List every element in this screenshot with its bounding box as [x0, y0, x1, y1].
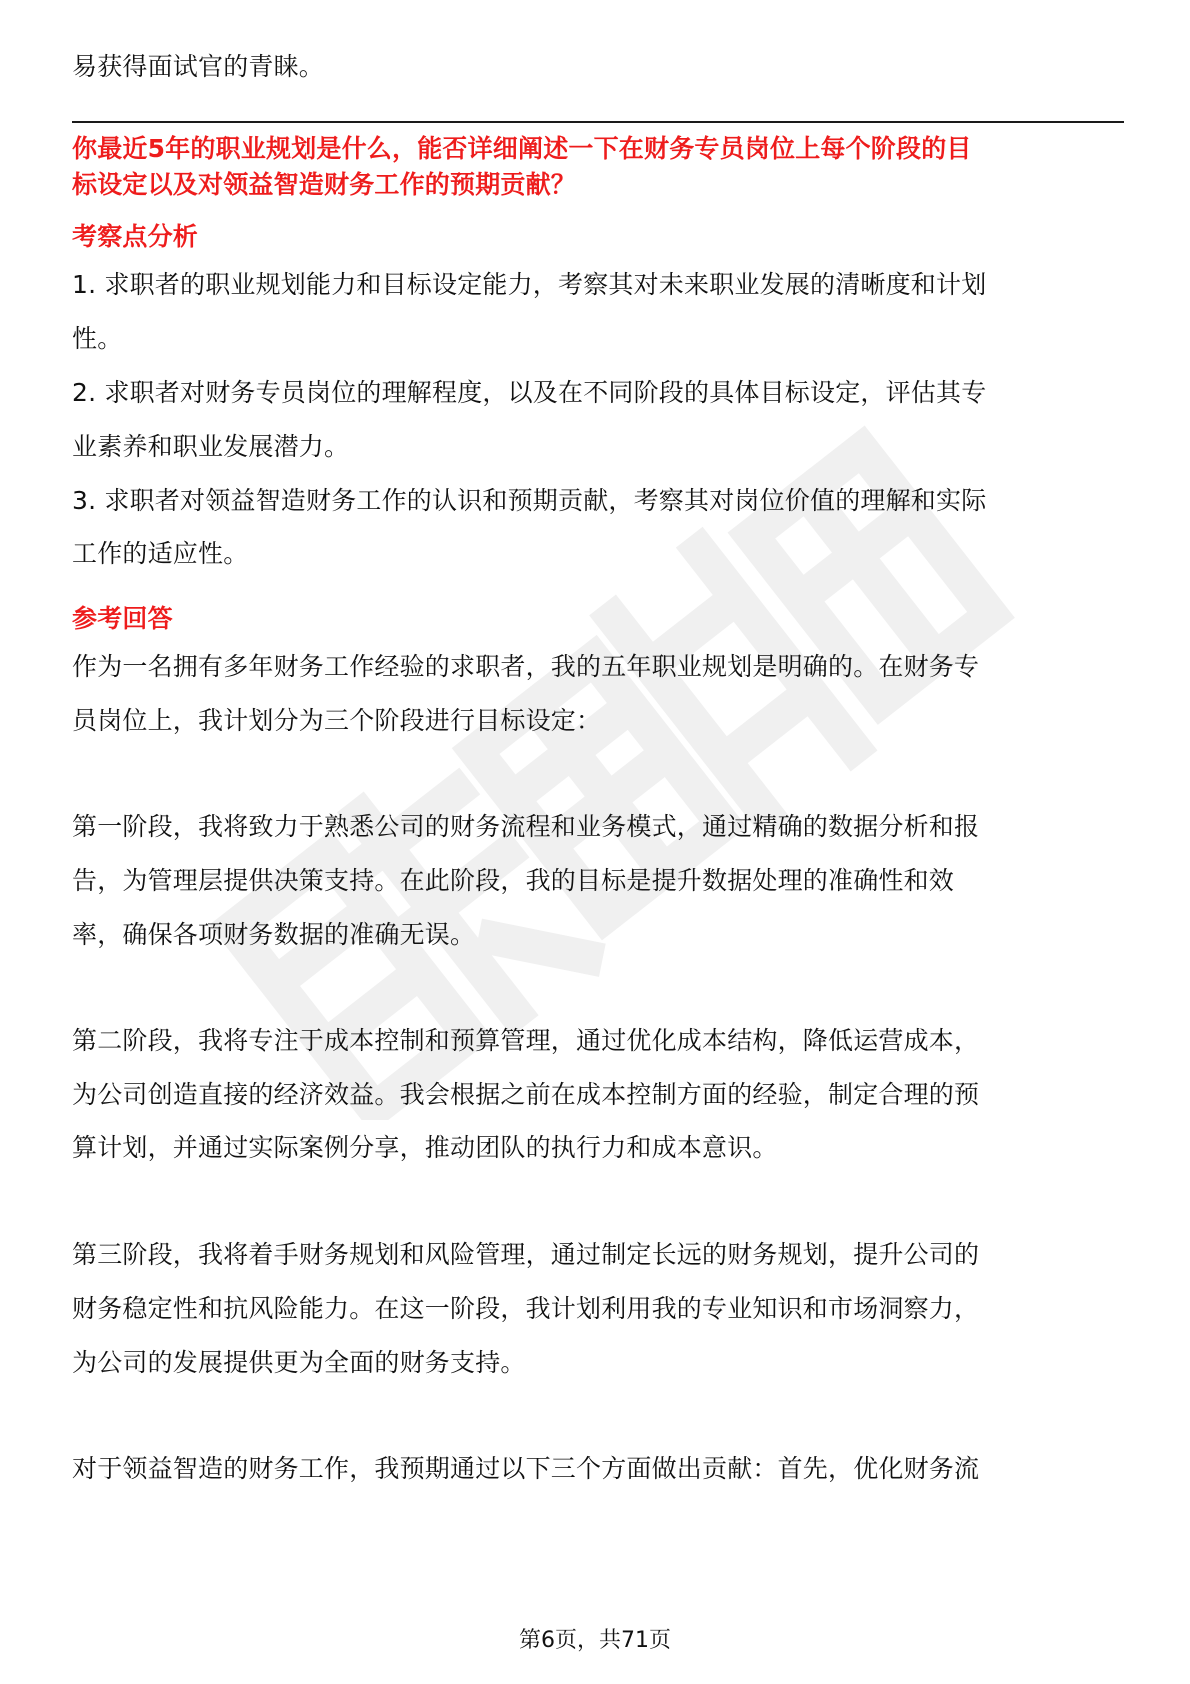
- question-line-1: 你最近5年的职业规划是什么，能否详细阐述一下在财务专员岗位上每个阶段的目: [72, 134, 972, 163]
- stage1-line: 告，为管理层提供决策支持。在此阶段，我的目标是提升数据处理的准确性和效: [72, 866, 955, 895]
- stage3-line: 第三阶段，我将着手财务规划和风险管理，通过制定长远的财务规划，提升公司的: [72, 1240, 980, 1269]
- stage3-line: 为公司的发展提供更为全面的财务支持。: [72, 1348, 526, 1377]
- top-fragment: 易获得面试官的青睐。: [72, 52, 325, 81]
- section-divider: [72, 121, 1124, 123]
- answer-intro-line: 员岗位上，我计划分为三个阶段进行目标设定：: [72, 706, 602, 735]
- stage2-line: 为公司创造直接的经济效益。我会根据之前在成本控制方面的经验，制定合理的预: [72, 1080, 980, 1109]
- analysis-line: 业素养和职业发展潜力。: [72, 432, 350, 461]
- stage1-line: 率，确保各项财务数据的准确无误。: [72, 920, 476, 949]
- watermark-graphic: [180, 420, 1080, 1120]
- closing-line: 对于领益智造的财务工作，我预期通过以下三个方面做出贡献：首先，优化财务流: [72, 1454, 980, 1483]
- analysis-heading: 考察点分析: [72, 222, 199, 251]
- stage3-line: 财务稳定性和抗风险能力。在这一阶段，我计划利用我的专业知识和市场洞察力，: [72, 1294, 980, 1323]
- stage1-line: 第一阶段，我将致力于熟悉公司的财务流程和业务模式，通过精确的数据分析和报: [72, 812, 980, 841]
- question-line-2: 标设定以及对领益智造财务工作的预期贡献？: [72, 170, 577, 199]
- page-number: 第6页，共71页: [519, 1628, 671, 1653]
- analysis-line: 1. 求职者的职业规划能力和目标设定能力，考察其对未来职业发展的清晰度和计划: [72, 270, 987, 299]
- stage2-line: 算计划，并通过实际案例分享，推动团队的执行力和成本意识。: [72, 1133, 778, 1162]
- analysis-line: 性。: [72, 324, 123, 353]
- analysis-line: 3. 求职者对领益智造财务工作的认识和预期贡献，考察其对岗位价值的理解和实际: [72, 486, 987, 515]
- analysis-line: 工作的适应性。: [72, 539, 249, 568]
- stage2-line: 第二阶段，我将专注于成本控制和预算管理，通过优化成本结构，降低运营成本，: [72, 1026, 980, 1055]
- analysis-line: 2. 求职者对财务专员岗位的理解程度，以及在不同阶段的具体目标设定，评估其专: [72, 378, 987, 407]
- answer-intro-line: 作为一名拥有多年财务工作经验的求职者，我的五年职业规划是明确的。在财务专: [72, 652, 980, 681]
- answer-heading: 参考回答: [72, 604, 173, 633]
